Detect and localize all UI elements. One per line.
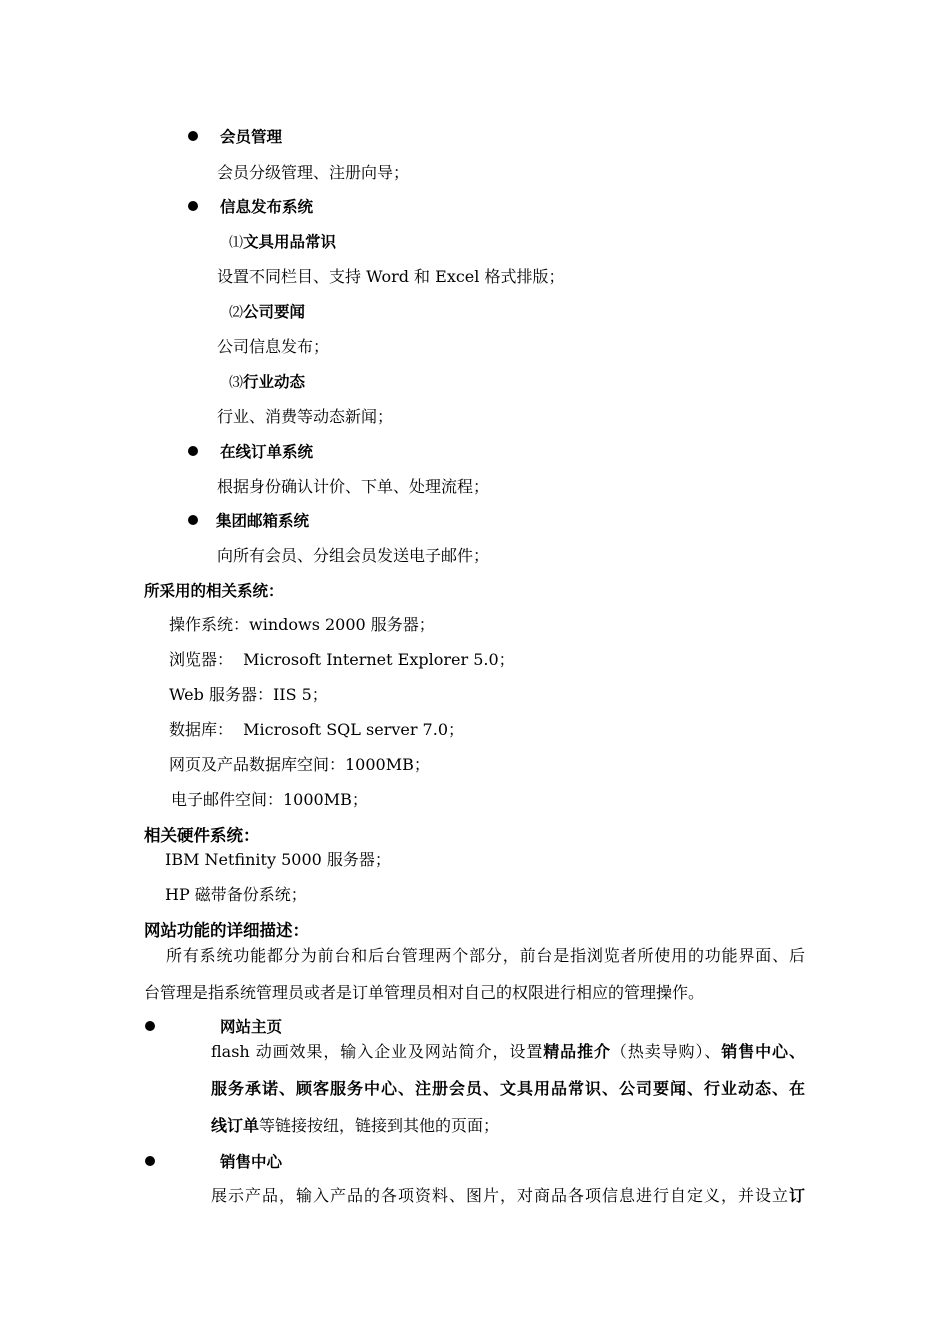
detail-intro-line2: 台管理是指系统管理员或者是订单管理员相对自己的权限进行相应的管理操作。 bbox=[144, 983, 705, 1002]
sub2-number: ⑵ bbox=[229, 305, 243, 321]
systems-email: 电子邮件空间：1000MB； bbox=[171, 790, 368, 809]
home-line3 bbox=[211, 1116, 499, 1136]
bullet-icon bbox=[145, 1156, 155, 1166]
bullet-icon bbox=[188, 201, 198, 211]
home-line3-b: 等链接按纽，链接到其他的页面； bbox=[259, 1116, 500, 1135]
home-line1 bbox=[211, 1042, 805, 1062]
systems-heading: 所采用的相关系统： bbox=[144, 582, 284, 600]
detail-intro-line1: 所有系统功能都分为前台和后台管理两个部分，前台是指浏览者所使用的功能界面、后 bbox=[166, 946, 805, 965]
publish-sub2 bbox=[229, 302, 305, 323]
systems-db: 数据库： Microsoft SQL server 7.0； bbox=[169, 720, 465, 739]
bullet-icon bbox=[188, 515, 198, 525]
mail-title: 集团邮箱系统 bbox=[216, 512, 310, 530]
home-line1-a: flash 动画效果，输入企业及网站简介，设置 bbox=[211, 1042, 544, 1061]
bullet-icon bbox=[188, 446, 198, 456]
home-line2: 服务承诺、顾客服务中心、注册会员、文具用品常识、公司要闻、行业动态、在 bbox=[211, 1079, 805, 1098]
sales-line1 bbox=[211, 1186, 805, 1206]
systems-browser: 浏览器： Microsoft Internet Explorer 5.0； bbox=[169, 650, 515, 669]
hardware-heading: 相关硬件系统： bbox=[144, 826, 260, 845]
order-title: 在线订单系统 bbox=[220, 443, 314, 461]
publish-sub3-desc: 行业、消费等动态新闻； bbox=[217, 407, 394, 426]
member-title: 会员管理 bbox=[220, 128, 283, 146]
publish-sub1 bbox=[229, 232, 336, 253]
publish-sub1-desc: 设置不同栏目、支持 Word 和 Excel 格式排版； bbox=[217, 267, 565, 286]
bullet-icon bbox=[145, 1021, 155, 1031]
bullet-icon bbox=[188, 131, 198, 141]
sub1-number: ⑴ bbox=[229, 235, 243, 251]
hardware-server: IBM Netfinity 5000 服务器； bbox=[165, 850, 391, 869]
home-line3-a: 线订单 bbox=[211, 1116, 260, 1135]
systems-web: Web 服务器：IIS 5； bbox=[169, 685, 328, 704]
home-title: 网站主页 bbox=[220, 1018, 283, 1036]
home-line1-d: 销售中心、 bbox=[721, 1042, 805, 1061]
publish-title: 信息发布系统 bbox=[220, 198, 314, 216]
systems-space: 网页及产品数据库空间：1000MB； bbox=[169, 755, 430, 774]
sales-line1-a: 展示产品，输入产品的各项资料、图片，对商品各项信息进行自定义，并设立 bbox=[211, 1186, 789, 1205]
member-desc: 会员分级管理、注册向导； bbox=[217, 163, 410, 182]
sub1-title: 文具用品常识 bbox=[243, 233, 337, 251]
sub3-number: ⑶ bbox=[229, 375, 243, 391]
sales-line1-b: 订 bbox=[788, 1186, 805, 1205]
publish-sub3 bbox=[229, 372, 305, 393]
detail-heading: 网站功能的详细描述： bbox=[144, 921, 309, 940]
mail-desc: 向所有会员、分组会员发送电子邮件； bbox=[217, 546, 490, 565]
order-desc: 根据身份确认计价、下单、处理流程； bbox=[217, 477, 490, 496]
home-line1-c: （热卖导购）、 bbox=[610, 1042, 722, 1061]
sales-title: 销售中心 bbox=[220, 1153, 283, 1171]
sub3-title: 行业动态 bbox=[243, 373, 306, 391]
hardware-backup: HP 磁带备份系统； bbox=[165, 885, 307, 904]
publish-sub2-desc: 公司信息发布； bbox=[217, 337, 330, 356]
home-line1-b: 精品推介 bbox=[543, 1042, 611, 1061]
systems-os: 操作系统：windows 2000 服务器； bbox=[169, 615, 435, 634]
sub2-title: 公司要闻 bbox=[243, 303, 306, 321]
